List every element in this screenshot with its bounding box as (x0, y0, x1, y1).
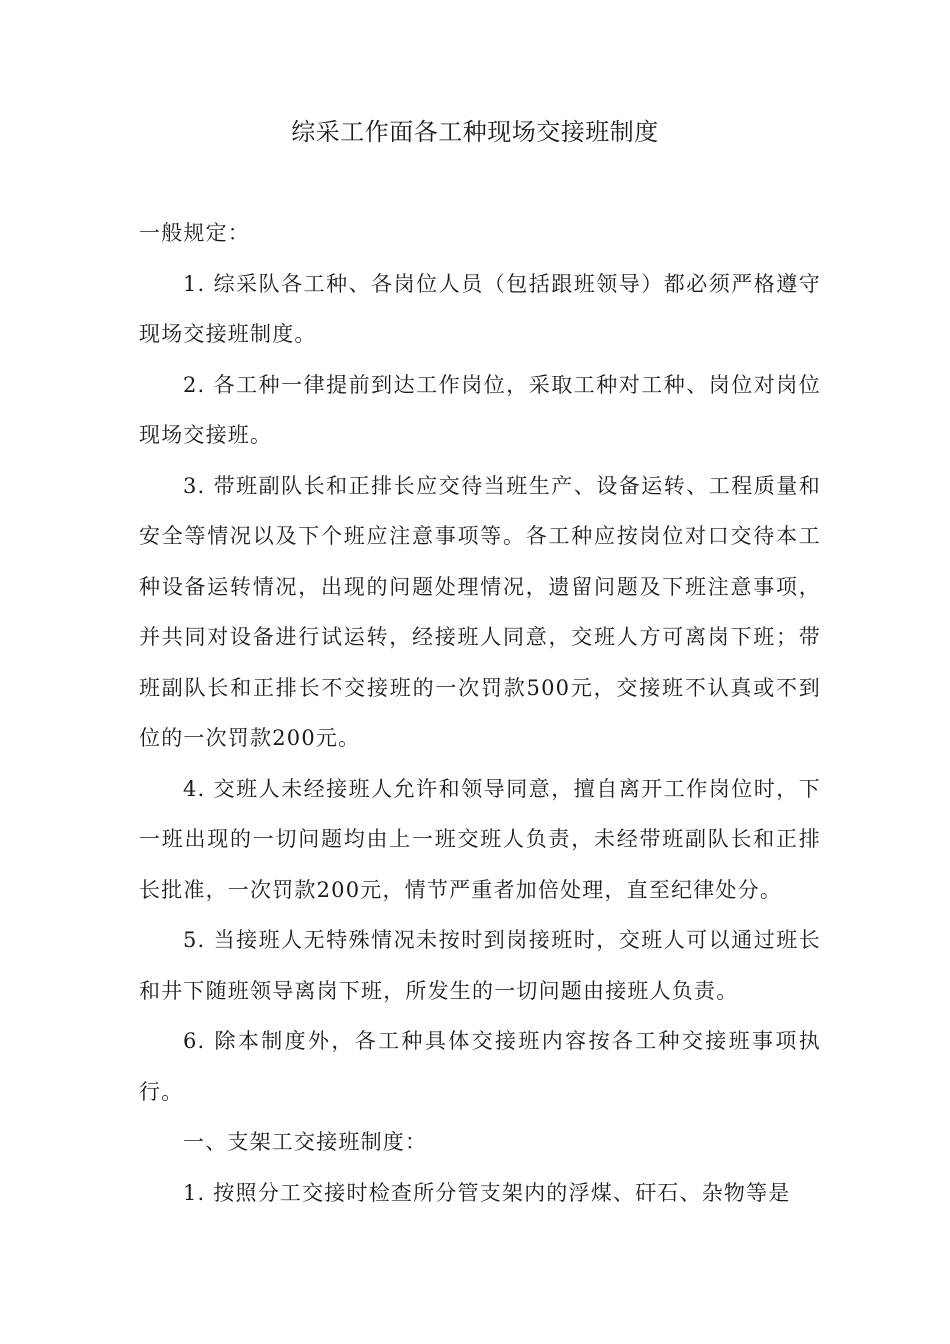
rule-item-1: 1. 综采队各工种、各岗位人员（包括跟班领导）都必须严格遵守现场交接班制度。 (139, 271, 821, 346)
section-item-1: 1. 按照分工交接时检查所分管支架内的浮煤、矸石、杂物等是 (183, 1180, 791, 1205)
rule-item-2: 2. 各工种一律提前到达工作岗位，采取工种对工种、岗位对岗位现场交接班。 (139, 372, 821, 447)
rule-item-5: 5. 当接班人无特殊情况未按时到岗接班时，交班人可以通过班长和井下随班领导离岗下班，所发生的一切问题由接班人负责。 (139, 928, 821, 1003)
section-heading-support-workers: 一、支架工交接班制度： (183, 1130, 428, 1154)
document-title: 综采工作面各工种现场交接班制度 (291, 118, 659, 146)
rule-item-3: 3. 带班副队长和正排长应交待当班生产、设备运转、工程质量和安全等情况以及下个班应注意事项等。各工种应按岗位对口交待本工种设备运转情况，出现的问题处理情况，遗留问题及下班注意事项，并共同对设备进行试运转，经接班人同意，交班人方可离岗下班；带班副队长和正排长不交接班的一次罚款500元，交接班不认真或不到位的一次罚款200元。 (139, 473, 821, 750)
rule-item-4: 4. 交班人未经接班人允许和领导同意，擅自离开工作岗位时，下一班出现的一切问题均由上一班交班人负责，未经带班副队长和正排长批准，一次罚款200元，情节严重者加倍处理，直至纪律处分。 (139, 776, 821, 902)
rule-item-6: 6. 除本制度外，各工种具体交接班内容按各工种交接班事项执行。 (139, 1029, 821, 1104)
document-body (139, 208, 821, 1218)
general-rules-heading: 一般规定： (139, 221, 250, 245)
